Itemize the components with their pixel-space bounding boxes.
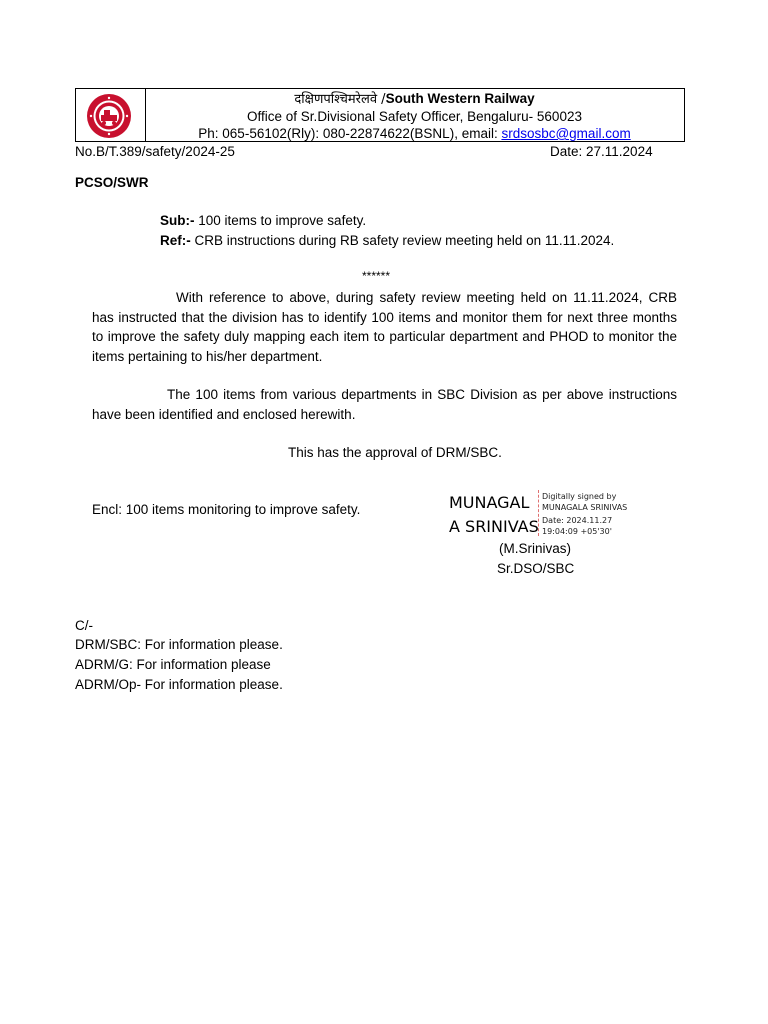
office-line: Office of Sr.Divisional Safety Officer, Bengaluru- 560023: [247, 109, 582, 124]
body-paragraph-1: With reference to above, during safety review meeting held on 11.11.2024, CRB has instructed that the division has to identify 100 items and monitor them for next three months to improve the safety duly mapping each item to particular department and PHOD to monitor the items pertaining to his/her department.: [92, 290, 677, 364]
indian-railways-logo-icon: [86, 93, 132, 139]
email-link[interactable]: srdsosbc@gmail.com: [501, 126, 631, 141]
body-paragraph-2: The 100 items from various departments in SBC Division as per above instructions have been identified and enclosed herewith.: [92, 387, 677, 422]
signature-divider: [538, 490, 541, 536]
reference-text: CRB instructions during RB safety review meeting held on 11.11.2024.: [190, 233, 615, 248]
digital-sign-line-3: Date: 2024.11.27: [542, 516, 613, 525]
enclosure-line: Encl: 100 items monitoring to improve safety.: [92, 502, 361, 517]
approval-line: This has the approval of DRM/SBC.: [288, 445, 502, 460]
letterhead: [75, 88, 685, 142]
subject-line: [160, 213, 366, 228]
contact-line: [145, 125, 684, 142]
letterhead-text: [145, 89, 684, 141]
copy-to-item: DRM/SBC: For information please.: [75, 637, 283, 652]
phone-text: Ph: 065-56102(Rly): 080-22874622(BSNL), email:: [198, 126, 502, 141]
english-name: South Western Railway: [385, 91, 535, 106]
signature-name-line-2: A SRINIVAS: [449, 517, 539, 536]
addressee: PCSO/SWR: [75, 175, 149, 190]
reference-label: Ref:-: [160, 233, 191, 248]
subject-text: 100 items to improve safety.: [194, 213, 367, 228]
signature-name-line-1: MUNAGAL: [449, 493, 530, 512]
logo-cell: [76, 89, 146, 141]
copy-to-item: ADRM/Op- For information please.: [75, 677, 283, 692]
signatory-name: (M.Srinivas): [499, 541, 572, 556]
separator: ******: [361, 269, 391, 283]
letter-date: Date: 27.11.2024: [550, 144, 653, 159]
hindi-name: दक्षिणपश्चिमरेलवे /: [294, 92, 386, 107]
subject-label: Sub:-: [160, 213, 195, 228]
digital-sign-line-1: Digitally signed by: [542, 492, 617, 501]
digital-sign-line-2: MUNAGALA SRINIVAS: [542, 503, 628, 512]
reference-line: [160, 233, 614, 248]
digital-sign-line-4: 19:04:09 +05'30': [542, 527, 612, 536]
copy-to-heading: C/-: [75, 618, 93, 633]
copy-to-item: ADRM/G: For information please: [75, 657, 271, 672]
railway-name: [145, 90, 684, 108]
signatory-designation: Sr.DSO/SBC: [497, 561, 575, 576]
reference-number: No.B/T.389/safety/2024-25: [75, 144, 235, 159]
